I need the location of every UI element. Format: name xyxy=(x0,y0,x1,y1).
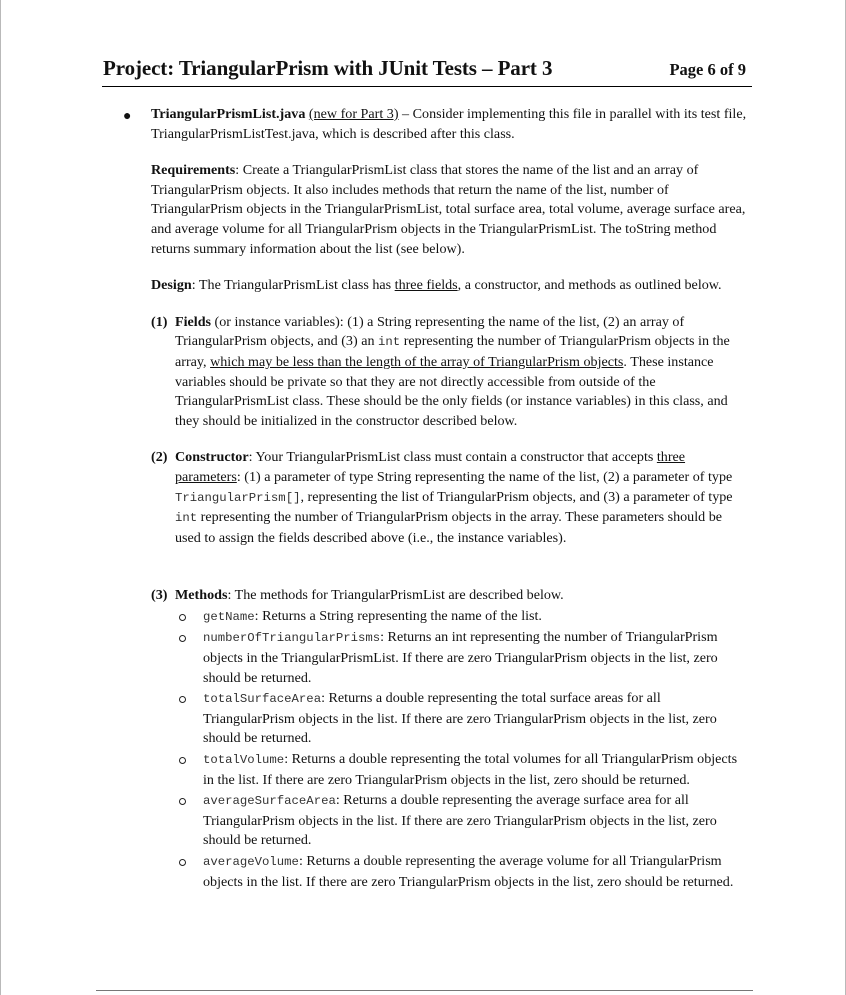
methods-number: (3) xyxy=(151,587,168,604)
method-name: getName xyxy=(203,609,255,624)
design-paragraph xyxy=(151,276,751,296)
method-desc: : Returns a double representing the total surface areas for all TriangularPrism objects in the list. If there are zero TriangularPrism objects in the list, zero should be returned. xyxy=(203,690,717,747)
methods-text: : The methods for TriangularPrismList are described below. xyxy=(227,587,564,604)
method-item-totalsurfacearea xyxy=(175,689,751,749)
constructor-number: (2) xyxy=(151,449,168,466)
design-text-b: , a constructor, and methods as outlined below. xyxy=(457,277,722,294)
method-desc: : Returns a String representing the name of the list. xyxy=(254,607,542,624)
requirements-label: Requirements xyxy=(151,162,236,179)
requirements-paragraph xyxy=(151,161,751,259)
page-title: Project: TriangularPrism with JUnit Tests – Part 3 xyxy=(103,56,553,80)
constructor-text-a: : Your TriangularPrismList class must contain a constructor that accepts xyxy=(248,449,657,466)
constructor-text-b: : (1) a parameter of type String representing the name of the list, (2) a parameter of type xyxy=(236,468,733,485)
intro-paragraph xyxy=(123,105,751,144)
circle-bullet-icon xyxy=(179,798,186,805)
bullet-icon: ● xyxy=(123,109,132,124)
methods-label: Methods xyxy=(175,587,228,604)
page-header xyxy=(102,56,752,87)
page-content xyxy=(123,105,751,892)
method-desc: : Returns an int representing the number of TriangularPrism objects in the TriangularPrismList. If there are zero TriangularPrism objects in the list, zero should be returned. xyxy=(203,629,718,686)
fields-text-c: . These instance variables should be private so that they are not directly accessible from outside of the TriangularPrismList class. These should be the only fields (or instance variables) in this class, and they should be initialized in the constructor described below. xyxy=(175,353,728,429)
constructor-text-c: , representing the list of TriangularPrism objects, and (3) a parameter of type xyxy=(300,488,733,505)
method-desc: : Returns a double representing the average surface area for all TriangularPrism objects in the list. If there are zero TriangularPrism objects in the list, zero should be returned. xyxy=(203,792,717,849)
fields-text-b: representing the number of TriangularPrism objects in the array, xyxy=(175,333,730,370)
design-underlined: three fields xyxy=(394,277,458,294)
design-label: Design xyxy=(151,277,192,294)
method-name: totalSurfaceArea xyxy=(203,692,322,707)
fields-paragraph xyxy=(175,313,751,432)
circle-bullet-icon xyxy=(179,635,186,642)
method-item-totalvolume xyxy=(175,750,751,790)
fields-label: Fields xyxy=(175,313,212,330)
constructor-text-d: representing the number of TriangularPrism objects in the array. These parameters should be used to assign the fields described above (i.e., the instance variables). xyxy=(175,509,722,546)
requirements-text: : Create a TriangularPrismList class that stores the name of the list and an array of TriangularPrism objects. It also includes methods that return the name of the list, number of TriangularPrism objects in the TriangularPrismList, total surface area, total volume, average surface area, and average volume for all TriangularPrism objects in the TriangularPrismList. The toString method returns summary information about the list (see below). xyxy=(151,162,746,257)
constructor-code-a: TriangularPrism[] xyxy=(175,490,301,505)
fields-text-a: (or instance variables): (1) a String representing the name of the list, (2) an array of TriangularPrism objects, and (3) an xyxy=(175,313,685,350)
constructor-underlined: three parameters xyxy=(175,449,686,485)
fields-code: int xyxy=(378,335,401,350)
circle-bullet-icon xyxy=(179,696,186,703)
intro-new-note: (new for Part 3) xyxy=(308,106,399,122)
page-bottom-rule xyxy=(96,990,753,991)
method-item-getname xyxy=(175,607,751,628)
fields-number: (1) xyxy=(151,313,168,330)
page-number: Page 6 of 9 xyxy=(669,60,746,79)
constructor-code-b: int xyxy=(175,511,198,526)
method-item-averagevolume xyxy=(175,852,751,892)
intro-text: – Consider implementing this file in parallel with its test file, TriangularPrismListTest.java, which is described after this class. xyxy=(151,106,747,142)
design-text-a: : The TriangularPrismList class has xyxy=(191,277,395,294)
intro-filename: TriangularPrismList.java xyxy=(151,106,306,122)
method-desc: : Returns a double representing the average volume for all TriangularPrism objects in the list. If there are zero TriangularPrism objects in the list, zero should be returned. xyxy=(203,853,734,890)
methods-section xyxy=(151,586,751,892)
method-name: numberOfTriangularPrisms xyxy=(203,631,381,646)
method-name: totalVolume xyxy=(203,753,285,768)
constructor-paragraph xyxy=(175,448,751,548)
constructor-label: Constructor xyxy=(175,449,249,466)
methods-list xyxy=(175,607,751,892)
fields-section xyxy=(151,313,751,432)
methods-intro xyxy=(175,586,751,606)
method-name: averageVolume xyxy=(203,855,299,869)
method-item-numberoftriangularprisms xyxy=(175,628,751,688)
fields-underlined: which may be less than the length of the array of TriangularPrism objects xyxy=(210,353,624,370)
circle-bullet-icon xyxy=(179,859,186,866)
method-desc: : Returns a double representing the total volumes for all TriangularPrism objects in the list. If there are zero TriangularPrism objects in the list, zero should be returned. xyxy=(203,751,738,788)
circle-bullet-icon xyxy=(179,614,186,621)
constructor-section xyxy=(151,448,751,548)
circle-bullet-icon xyxy=(179,757,186,764)
method-name: averageSurfaceArea xyxy=(203,794,336,809)
method-item-averagesurfacearea xyxy=(175,791,751,851)
